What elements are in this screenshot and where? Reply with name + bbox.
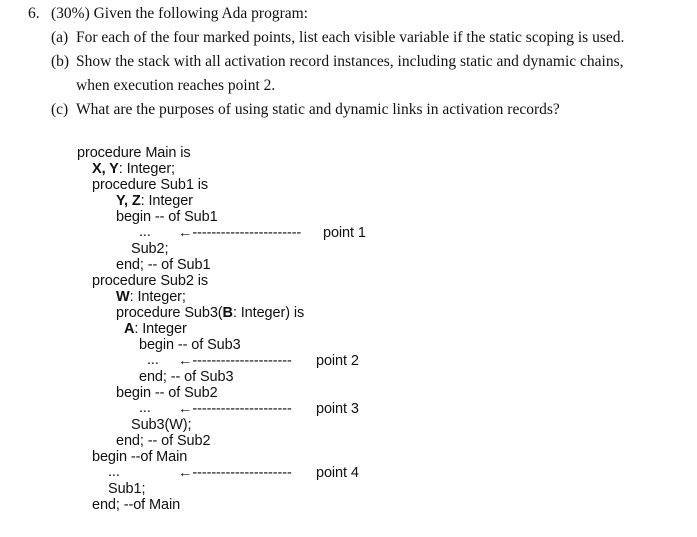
code-main-vars-type: : Integer; bbox=[118, 161, 175, 177]
code-sub3-end: end; -- of Sub3 bbox=[139, 369, 234, 385]
code-main-header: procedure Main is bbox=[77, 145, 191, 161]
code-sub2-vars-names: W bbox=[116, 289, 130, 305]
code-sub2-call: Sub2; bbox=[131, 241, 169, 257]
code-sub3-header-end: : Integer) is bbox=[232, 305, 305, 321]
code-sub3-header bbox=[116, 305, 304, 321]
code-main-end: end; --of Main bbox=[92, 497, 181, 513]
code-sub3-call: Sub3(W); bbox=[131, 417, 192, 433]
label-point-4: point 4 bbox=[316, 465, 359, 481]
code-sub1-vars bbox=[116, 193, 193, 209]
part-b-text-line2: when execution reaches point 2. bbox=[76, 77, 276, 94]
code-ellipsis-p4: ... bbox=[108, 464, 120, 480]
question-number: 6. bbox=[28, 5, 40, 22]
code-sub2-vars bbox=[116, 289, 186, 305]
code-main-vars bbox=[92, 161, 175, 177]
code-sub3-vars bbox=[124, 321, 187, 337]
code-ellipsis-p2: ... bbox=[147, 352, 159, 368]
code-sub3-begin: begin -- of Sub3 bbox=[139, 337, 241, 353]
code-sub1-header: procedure Sub1 is bbox=[92, 177, 208, 193]
code-sub1-begin: begin -- of Sub1 bbox=[116, 209, 218, 225]
arrow-point-2: ←--------------------- bbox=[178, 353, 292, 369]
code-sub1-vars-type: : Integer bbox=[140, 193, 193, 209]
code-sub3-vars-type: : Integer bbox=[134, 321, 187, 337]
arrow-point-3: ←--------------------- bbox=[178, 401, 292, 417]
arrow-point-1: ←----------------------- bbox=[178, 225, 302, 241]
part-b-label: (b) bbox=[51, 53, 70, 70]
code-ellipsis-p3: ... bbox=[139, 400, 151, 416]
code-sub3-header-start: procedure Sub3( bbox=[116, 305, 223, 321]
code-sub2-vars-type: : Integer; bbox=[129, 289, 186, 305]
code-sub1-call: Sub1; bbox=[108, 481, 146, 497]
code-sub3-param: B bbox=[222, 305, 233, 321]
arrow-point-4: ←--------------------- bbox=[178, 465, 292, 481]
part-b-text-line1: Show the stack with all activation record instances, including static and dynamic chains, bbox=[76, 53, 624, 70]
code-sub1-end: end; -- of Sub1 bbox=[116, 257, 211, 273]
label-point-2: point 2 bbox=[316, 353, 359, 369]
code-ellipsis-p1: ... bbox=[139, 224, 151, 240]
code-sub2-end: end; -- of Sub2 bbox=[116, 433, 211, 449]
code-main-vars-names: X, Y bbox=[92, 161, 119, 177]
question-header: (30%) Given the following Ada program: bbox=[51, 5, 308, 22]
part-c-label: (c) bbox=[51, 101, 69, 118]
part-a-label: (a) bbox=[51, 29, 69, 46]
code-main-begin: begin --of Main bbox=[92, 449, 188, 465]
code-sub2-begin: begin -- of Sub2 bbox=[116, 385, 218, 401]
label-point-1: point 1 bbox=[323, 225, 366, 241]
label-point-3: point 3 bbox=[316, 401, 359, 417]
part-c-text: What are the purposes of using static and dynamic links in activation records? bbox=[76, 101, 560, 118]
code-sub3-vars-names: A bbox=[124, 321, 135, 337]
code-sub2-header: procedure Sub2 is bbox=[92, 273, 208, 289]
part-a-text: For each of the four marked points, list each visible variable if the static scoping is used. bbox=[76, 29, 625, 46]
code-sub1-vars-names: Y, Z bbox=[116, 193, 141, 209]
